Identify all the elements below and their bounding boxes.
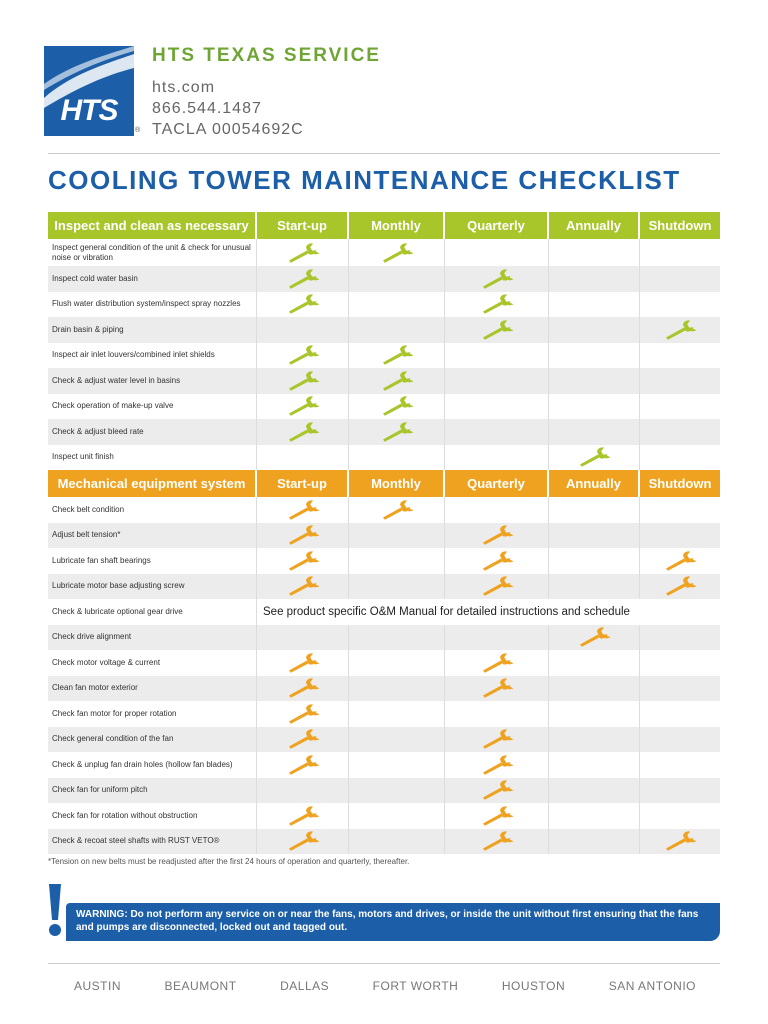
footnote: *Tension on new belts must be readjusted after the first 24 hours of operation and quarterly, thereafter. <box>48 857 410 866</box>
check-cell <box>349 292 445 318</box>
check-cell <box>257 778 349 804</box>
website-link[interactable]: hts.com <box>152 79 216 96</box>
check-cell <box>549 394 640 420</box>
wrench-icon <box>663 551 697 571</box>
wrench-icon <box>480 320 514 340</box>
check-cell <box>257 266 349 292</box>
phone-number: 866.544.1487 <box>152 100 262 117</box>
wrench-icon <box>480 269 514 289</box>
table-row <box>48 778 720 804</box>
city-name: DALLAS <box>280 979 330 993</box>
table-row <box>48 676 720 702</box>
check-cell <box>349 701 445 727</box>
check-cell <box>640 368 720 394</box>
task-label: Check fan for uniform pitch <box>48 778 257 804</box>
check-cell <box>549 497 640 523</box>
wrench-icon <box>480 678 514 698</box>
column-header: Quarterly <box>445 212 549 239</box>
check-cell <box>445 701 549 727</box>
wrench-icon <box>380 500 414 520</box>
check-cell <box>549 266 640 292</box>
check-cell <box>257 368 349 394</box>
check-cell <box>445 394 549 420</box>
wrench-icon <box>380 396 414 416</box>
check-cell <box>640 701 720 727</box>
column-header: Monthly <box>349 212 445 239</box>
check-cell <box>445 803 549 829</box>
check-cell <box>257 239 349 266</box>
check-cell <box>349 727 445 753</box>
task-label: Check & lubricate optional gear drive <box>48 599 257 625</box>
table-row <box>48 394 720 420</box>
check-cell <box>349 394 445 420</box>
city-name: AUSTIN <box>74 979 122 993</box>
row-note: See product specific O&M Manual for detailed instructions and schedule <box>263 605 630 618</box>
check-cell <box>445 497 549 523</box>
check-cell <box>640 292 720 318</box>
footer-divider <box>48 963 720 964</box>
contact-info <box>152 77 304 140</box>
check-cell <box>257 292 349 318</box>
check-cell <box>549 343 640 369</box>
wrench-icon <box>286 678 320 698</box>
wrench-icon <box>663 320 697 340</box>
wrench-icon <box>286 525 320 545</box>
wrench-icon <box>286 831 320 851</box>
check-cell <box>257 676 349 702</box>
check-cell <box>257 650 349 676</box>
check-cell <box>257 445 349 471</box>
check-cell <box>549 778 640 804</box>
wrench-icon <box>480 576 514 596</box>
column-header: Start-up <box>257 470 349 497</box>
check-cell <box>445 419 549 445</box>
check-cell <box>349 497 445 523</box>
check-cell <box>257 419 349 445</box>
wrench-icon <box>380 422 414 442</box>
check-cell <box>257 625 349 651</box>
city-name: BEAUMONT <box>164 979 237 993</box>
check-cell <box>349 317 445 343</box>
table-row <box>48 727 720 753</box>
check-cell <box>349 445 445 471</box>
check-cell <box>445 292 549 318</box>
table-row <box>48 523 720 549</box>
check-cell <box>349 829 445 855</box>
check-cell <box>349 778 445 804</box>
wrench-icon <box>286 653 320 673</box>
task-label: Drain basin & piping <box>48 317 257 343</box>
check-cell <box>349 548 445 574</box>
wrench-icon <box>480 729 514 749</box>
table-row <box>48 599 720 625</box>
wrench-icon <box>286 576 320 596</box>
check-cell <box>549 701 640 727</box>
wrench-icon <box>286 704 320 724</box>
check-cell <box>549 317 640 343</box>
column-header: Quarterly <box>445 470 549 497</box>
check-cell <box>257 497 349 523</box>
section-header <box>48 470 720 497</box>
city-list <box>48 979 720 993</box>
table-row <box>48 548 720 574</box>
wrench-icon <box>480 780 514 800</box>
check-cell <box>257 727 349 753</box>
check-cell <box>549 829 640 855</box>
task-label: Inspect air inlet louvers/combined inlet shields <box>48 343 257 369</box>
check-cell <box>640 803 720 829</box>
column-header: Annually <box>549 212 640 239</box>
check-cell <box>549 574 640 600</box>
table-row <box>48 752 720 778</box>
check-cell <box>445 676 549 702</box>
check-cell <box>445 574 549 600</box>
check-cell <box>349 419 445 445</box>
table-row <box>48 829 720 855</box>
task-label: Inspect general condition of the unit & check for unusual noise or vibration <box>48 239 257 266</box>
license-number: TACLA 00054692C <box>152 121 304 138</box>
check-cell <box>257 829 349 855</box>
check-cell <box>349 574 445 600</box>
task-label: Check drive alignment <box>48 625 257 651</box>
check-cell <box>257 701 349 727</box>
city-name: HOUSTON <box>501 979 566 993</box>
task-label: Check fan motor for proper rotation <box>48 701 257 727</box>
task-label: Clean fan motor exterior <box>48 676 257 702</box>
city-name: SAN ANTONIO <box>608 979 696 993</box>
check-cell <box>640 548 720 574</box>
table-row <box>48 419 720 445</box>
check-cell <box>640 523 720 549</box>
wrench-icon <box>480 831 514 851</box>
check-cell <box>549 368 640 394</box>
check-cell <box>445 343 549 369</box>
column-header: Monthly <box>349 470 445 497</box>
task-label: Check & adjust water level in basins <box>48 368 257 394</box>
check-cell <box>349 368 445 394</box>
column-header: Shutdown <box>640 212 720 239</box>
maintenance-checklist-table <box>48 212 720 854</box>
check-cell <box>349 650 445 676</box>
check-cell <box>640 727 720 753</box>
check-cell <box>549 727 640 753</box>
table-row <box>48 650 720 676</box>
check-cell <box>640 343 720 369</box>
check-cell <box>549 752 640 778</box>
wrench-icon <box>663 831 697 851</box>
check-cell <box>445 317 549 343</box>
check-cell <box>349 676 445 702</box>
task-label: Check fan for rotation without obstruction <box>48 803 257 829</box>
wrench-icon <box>480 294 514 314</box>
check-cell <box>640 497 720 523</box>
check-cell <box>640 574 720 600</box>
check-cell <box>549 239 640 266</box>
task-label: Adjust belt tension* <box>48 523 257 549</box>
table-row <box>48 574 720 600</box>
table-row <box>48 266 720 292</box>
check-cell <box>640 752 720 778</box>
check-cell <box>549 419 640 445</box>
wrench-icon <box>286 806 320 826</box>
check-cell <box>549 625 640 651</box>
column-header: Shutdown <box>640 470 720 497</box>
table-row <box>48 317 720 343</box>
check-cell <box>549 676 640 702</box>
wrench-icon <box>286 294 320 314</box>
wrench-icon <box>286 551 320 571</box>
check-cell <box>549 523 640 549</box>
check-cell <box>445 368 549 394</box>
check-cell <box>640 239 720 266</box>
wrench-icon <box>663 576 697 596</box>
check-cell <box>640 829 720 855</box>
check-cell <box>445 523 549 549</box>
wrench-icon <box>286 755 320 775</box>
wrench-icon <box>380 345 414 365</box>
task-label: Check motor voltage & current <box>48 650 257 676</box>
check-cell <box>445 752 549 778</box>
check-cell <box>257 574 349 600</box>
wrench-icon <box>480 653 514 673</box>
check-cell <box>349 523 445 549</box>
task-label: Lubricate motor base adjusting screw <box>48 574 257 600</box>
task-label: Check operation of make-up valve <box>48 394 257 420</box>
check-cell <box>445 778 549 804</box>
wrench-icon <box>577 447 611 467</box>
table-row <box>48 803 720 829</box>
table-row <box>48 368 720 394</box>
table-row <box>48 343 720 369</box>
check-cell <box>549 650 640 676</box>
warning-text: Do not perform any service on or near the fans, motors and drives, or inside the unit without first ensuring that the fans and pumps are disconnected, locked out and tagged out. <box>76 909 699 933</box>
wrench-icon <box>480 755 514 775</box>
check-cell <box>349 803 445 829</box>
wrench-icon <box>480 551 514 571</box>
wrench-icon <box>286 269 320 289</box>
check-cell <box>640 650 720 676</box>
check-cell <box>445 625 549 651</box>
check-cell <box>349 266 445 292</box>
check-cell <box>445 239 549 266</box>
check-cell <box>640 266 720 292</box>
check-cell <box>257 394 349 420</box>
check-cell <box>349 239 445 266</box>
check-cell <box>640 394 720 420</box>
table-row <box>48 701 720 727</box>
check-cell <box>349 752 445 778</box>
check-cell <box>549 292 640 318</box>
task-label: Check general condition of the fan <box>48 727 257 753</box>
wrench-icon <box>577 627 611 647</box>
task-label: Check & adjust bleed rate <box>48 419 257 445</box>
wrench-icon <box>380 243 414 263</box>
logo-registered-mark: ® <box>135 127 141 134</box>
wrench-icon <box>480 806 514 826</box>
task-label: Lubricate fan shaft bearings <box>48 548 257 574</box>
task-label: Inspect unit finish <box>48 445 257 471</box>
task-label: Check & recoat steel shafts with RUST VETO® <box>48 829 257 855</box>
table-row <box>48 497 720 523</box>
warning-label: WARNING: <box>76 909 128 920</box>
check-cell <box>257 752 349 778</box>
wrench-icon <box>286 345 320 365</box>
section-heading: Inspect and clean as necessary <box>48 212 257 239</box>
check-cell <box>640 317 720 343</box>
task-label: Flush water distribution system/inspect spray nozzles <box>48 292 257 318</box>
check-cell <box>549 445 640 471</box>
wrench-icon <box>380 371 414 391</box>
hts-logo <box>44 46 134 136</box>
exclamation-icon <box>46 882 64 938</box>
check-cell <box>445 829 549 855</box>
check-cell <box>640 625 720 651</box>
wrench-icon <box>286 371 320 391</box>
check-cell <box>349 625 445 651</box>
check-cell <box>445 650 549 676</box>
check-cell <box>640 419 720 445</box>
section-heading: Mechanical equipment system <box>48 470 257 497</box>
check-cell <box>257 523 349 549</box>
header-divider <box>48 153 720 154</box>
check-cell <box>640 676 720 702</box>
task-label: Check belt condition <box>48 497 257 523</box>
check-cell <box>257 548 349 574</box>
check-cell <box>445 266 549 292</box>
table-row <box>48 445 720 471</box>
check-cell <box>349 343 445 369</box>
check-cell <box>257 317 349 343</box>
wrench-icon <box>286 422 320 442</box>
check-cell <box>549 548 640 574</box>
check-cell <box>257 803 349 829</box>
check-cell <box>445 727 549 753</box>
task-label: Check & unplug fan drain holes (hollow fan blades) <box>48 752 257 778</box>
check-cell <box>640 778 720 804</box>
check-cell <box>549 803 640 829</box>
check-cell <box>640 445 720 471</box>
wrench-icon <box>286 396 320 416</box>
table-row <box>48 239 720 266</box>
check-cell <box>445 445 549 471</box>
company-name: HTS TEXAS SERVICE <box>152 45 381 66</box>
table-row <box>48 625 720 651</box>
warning-box <box>66 903 720 941</box>
check-cell <box>257 343 349 369</box>
wrench-icon <box>286 243 320 263</box>
check-cell <box>445 548 549 574</box>
wrench-icon <box>286 500 320 520</box>
column-header: Start-up <box>257 212 349 239</box>
column-header: Annually <box>549 470 640 497</box>
wrench-icon <box>480 525 514 545</box>
task-label: Inspect cold water basin <box>48 266 257 292</box>
table-row <box>48 292 720 318</box>
wrench-icon <box>286 729 320 749</box>
page-title: COOLING TOWER MAINTENANCE CHECKLIST <box>48 165 681 195</box>
section-header <box>48 212 720 239</box>
logo-text: HTS <box>60 94 118 127</box>
city-name: FORT WORTH <box>372 979 459 993</box>
